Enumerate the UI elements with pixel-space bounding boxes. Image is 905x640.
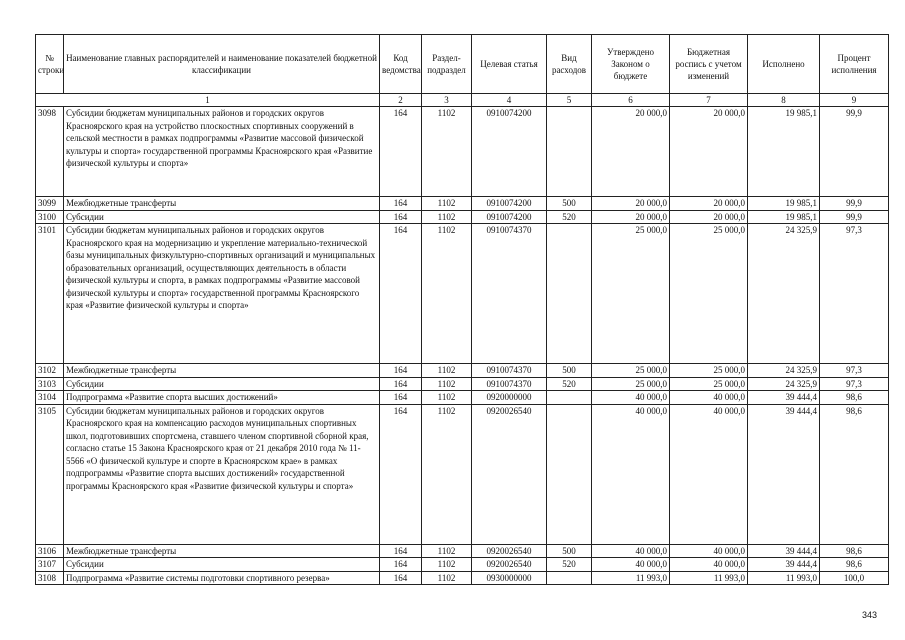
row-executed: 24 325,9 <box>748 364 820 378</box>
row-executed: 39 444,4 <box>748 404 820 544</box>
row-name: Подпрограмма «Развитие системы подготовки спортивного резерва» <box>64 571 380 585</box>
row-approved: 40 000,0 <box>592 404 670 544</box>
row-executed: 11 993,0 <box>748 571 820 585</box>
header-budget-schedule: Бюджетная роспись с учетом изменений <box>670 35 748 94</box>
table-row <box>36 571 889 585</box>
row-section: 1102 <box>422 377 472 391</box>
header-percent: Процент исполнения <box>820 35 889 94</box>
row-budget: 11 993,0 <box>670 571 748 585</box>
row-approved: 25 000,0 <box>592 377 670 391</box>
header-expense-type: Вид расходов <box>547 35 592 94</box>
row-approved: 40 000,0 <box>592 544 670 558</box>
table-row <box>36 197 889 211</box>
table-row <box>36 364 889 378</box>
row-article: 0910074200 <box>472 210 547 224</box>
table-header-row <box>36 35 889 94</box>
row-dept-code: 164 <box>380 107 422 197</box>
row-expense-type: 520 <box>547 377 592 391</box>
row-expense-type <box>547 391 592 405</box>
row-dept-code: 164 <box>380 224 422 364</box>
column-number: 4 <box>472 94 547 107</box>
row-percent: 99,9 <box>820 107 889 197</box>
header-target-article: Целевая статья <box>472 35 547 94</box>
row-dept-code: 164 <box>380 197 422 211</box>
row-name: Субсидии бюджетам муниципальных районов и городских округов Красноярского края на компенсацию расходов муниципальных спортивных школ, подготовивших спортсмена, ставшего членом спортивной сборной края, согласно статье 15 Закона Красноярского края от 21 декабря 2010 года № 11-5566 «О физической культуре и спорте в Красноярском крае» в рамках подпрограммы «Развитие спорта высших достижений» государственной программы Красноярского края «Развитие физической культуры и спорта» <box>64 404 380 544</box>
row-percent: 99,9 <box>820 210 889 224</box>
row-expense-type: 520 <box>547 210 592 224</box>
row-budget: 20 000,0 <box>670 210 748 224</box>
header-section: Раздел-подраздел <box>422 35 472 94</box>
column-number: 9 <box>820 94 889 107</box>
header-executed: Исполнено <box>748 35 820 94</box>
row-executed: 39 444,4 <box>748 544 820 558</box>
row-name: Межбюджетные трансферты <box>64 197 380 211</box>
row-number: 3106 <box>36 544 64 558</box>
row-section: 1102 <box>422 391 472 405</box>
row-percent: 97,3 <box>820 377 889 391</box>
header-department-code: Код ведомства <box>380 35 422 94</box>
header-name: Наименование главных распорядителей и наименование показателей бюджетной классификации <box>64 35 380 94</box>
column-number-row <box>36 94 889 107</box>
row-budget: 25 000,0 <box>670 377 748 391</box>
row-budget: 40 000,0 <box>670 391 748 405</box>
row-budget: 40 000,0 <box>670 558 748 572</box>
row-article: 0910074370 <box>472 224 547 364</box>
row-executed: 19 985,1 <box>748 107 820 197</box>
column-number: 2 <box>380 94 422 107</box>
row-section: 1102 <box>422 224 472 364</box>
row-name: Субсидии бюджетам муниципальных районов и городских округов Красноярского края на устройство плоскостных спортивных сооружений в сельской местности в рамках подпрограммы «Развитие массовой физической культуры и спорта» государственной программы Красноярского края «Развитие физической культуры и спорта» <box>64 107 380 197</box>
row-name: Подпрограмма «Развитие спорта высших достижений» <box>64 391 380 405</box>
row-approved: 20 000,0 <box>592 197 670 211</box>
row-approved: 40 000,0 <box>592 558 670 572</box>
table-row <box>36 404 889 544</box>
row-dept-code: 164 <box>380 544 422 558</box>
table-row <box>36 107 889 197</box>
row-percent: 100,0 <box>820 571 889 585</box>
row-article: 0910074200 <box>472 107 547 197</box>
row-section: 1102 <box>422 107 472 197</box>
row-section: 1102 <box>422 197 472 211</box>
row-number: 3105 <box>36 404 64 544</box>
row-dept-code: 164 <box>380 210 422 224</box>
row-percent: 98,6 <box>820 391 889 405</box>
row-article: 0910074200 <box>472 197 547 211</box>
row-number: 3100 <box>36 210 64 224</box>
row-number: 3108 <box>36 571 64 585</box>
row-number: 3102 <box>36 364 64 378</box>
row-article: 0920026540 <box>472 544 547 558</box>
row-section: 1102 <box>422 364 472 378</box>
row-number: 3098 <box>36 107 64 197</box>
row-dept-code: 164 <box>380 377 422 391</box>
row-number: 3103 <box>36 377 64 391</box>
header-row-number: № строки <box>36 35 64 94</box>
row-name: Субсидии <box>64 558 380 572</box>
row-executed: 24 325,9 <box>748 224 820 364</box>
row-budget: 25 000,0 <box>670 364 748 378</box>
column-number: 5 <box>547 94 592 107</box>
row-expense-type: 500 <box>547 197 592 211</box>
column-number: 3 <box>422 94 472 107</box>
column-number: 8 <box>748 94 820 107</box>
row-expense-type: 520 <box>547 558 592 572</box>
table-row <box>36 391 889 405</box>
row-name: Субсидии бюджетам муниципальных районов и городских округов Красноярского края на модернизацию и укрепление материально-технической базы муниципальных физкультурно-спортивных организаций и муниципальных образовательных организаций, осуществляющих деятельность в области физической культуры и спорта, в рамках подпрограммы «Развитие массовой физической культуры и спорта» государственной программы Красноярского края «Развитие физической культуры и спорта» <box>64 224 380 364</box>
row-dept-code: 164 <box>380 364 422 378</box>
column-number: 6 <box>592 94 670 107</box>
row-expense-type <box>547 224 592 364</box>
row-number: 3104 <box>36 391 64 405</box>
row-section: 1102 <box>422 544 472 558</box>
row-article: 0920026540 <box>472 404 547 544</box>
row-percent: 97,3 <box>820 364 889 378</box>
row-dept-code: 164 <box>380 391 422 405</box>
row-expense-type <box>547 404 592 544</box>
table-row <box>36 377 889 391</box>
page-number: 343 <box>861 610 877 620</box>
table-row <box>36 224 889 364</box>
row-expense-type <box>547 107 592 197</box>
table-row <box>36 558 889 572</box>
row-expense-type: 500 <box>547 544 592 558</box>
row-article: 0920000000 <box>472 391 547 405</box>
row-approved: 40 000,0 <box>592 391 670 405</box>
row-approved: 11 993,0 <box>592 571 670 585</box>
row-name: Субсидии <box>64 377 380 391</box>
row-article: 0920026540 <box>472 558 547 572</box>
row-name: Межбюджетные трансферты <box>64 544 380 558</box>
row-executed: 39 444,4 <box>748 558 820 572</box>
row-section: 1102 <box>422 210 472 224</box>
row-percent: 98,6 <box>820 404 889 544</box>
row-approved: 25 000,0 <box>592 364 670 378</box>
row-percent: 98,6 <box>820 558 889 572</box>
row-approved: 20 000,0 <box>592 210 670 224</box>
row-section: 1102 <box>422 404 472 544</box>
row-expense-type: 500 <box>547 364 592 378</box>
row-dept-code: 164 <box>380 558 422 572</box>
row-name: Субсидии <box>64 210 380 224</box>
row-dept-code: 164 <box>380 404 422 544</box>
row-budget: 20 000,0 <box>670 197 748 211</box>
row-number: 3101 <box>36 224 64 364</box>
header-approved: Утверждено Законом о бюджете <box>592 35 670 94</box>
row-article: 0930000000 <box>472 571 547 585</box>
table-row <box>36 210 889 224</box>
row-percent: 99,9 <box>820 197 889 211</box>
column-number: 7 <box>670 94 748 107</box>
row-name: Межбюджетные трансферты <box>64 364 380 378</box>
row-dept-code: 164 <box>380 571 422 585</box>
row-executed: 19 985,1 <box>748 210 820 224</box>
row-approved: 20 000,0 <box>592 107 670 197</box>
row-budget: 25 000,0 <box>670 224 748 364</box>
row-budget: 20 000,0 <box>670 107 748 197</box>
row-section: 1102 <box>422 558 472 572</box>
row-executed: 19 985,1 <box>748 197 820 211</box>
row-executed: 39 444,4 <box>748 391 820 405</box>
table-row <box>36 544 889 558</box>
row-number: 3099 <box>36 197 64 211</box>
row-percent: 98,6 <box>820 544 889 558</box>
row-percent: 97,3 <box>820 224 889 364</box>
row-approved: 25 000,0 <box>592 224 670 364</box>
budget-table <box>35 34 889 585</box>
row-expense-type <box>547 571 592 585</box>
row-budget: 40 000,0 <box>670 544 748 558</box>
row-budget: 40 000,0 <box>670 404 748 544</box>
row-article: 0910074370 <box>472 364 547 378</box>
row-executed: 24 325,9 <box>748 377 820 391</box>
row-section: 1102 <box>422 571 472 585</box>
column-number: 1 <box>36 94 380 107</box>
row-number: 3107 <box>36 558 64 572</box>
row-article: 0910074370 <box>472 377 547 391</box>
